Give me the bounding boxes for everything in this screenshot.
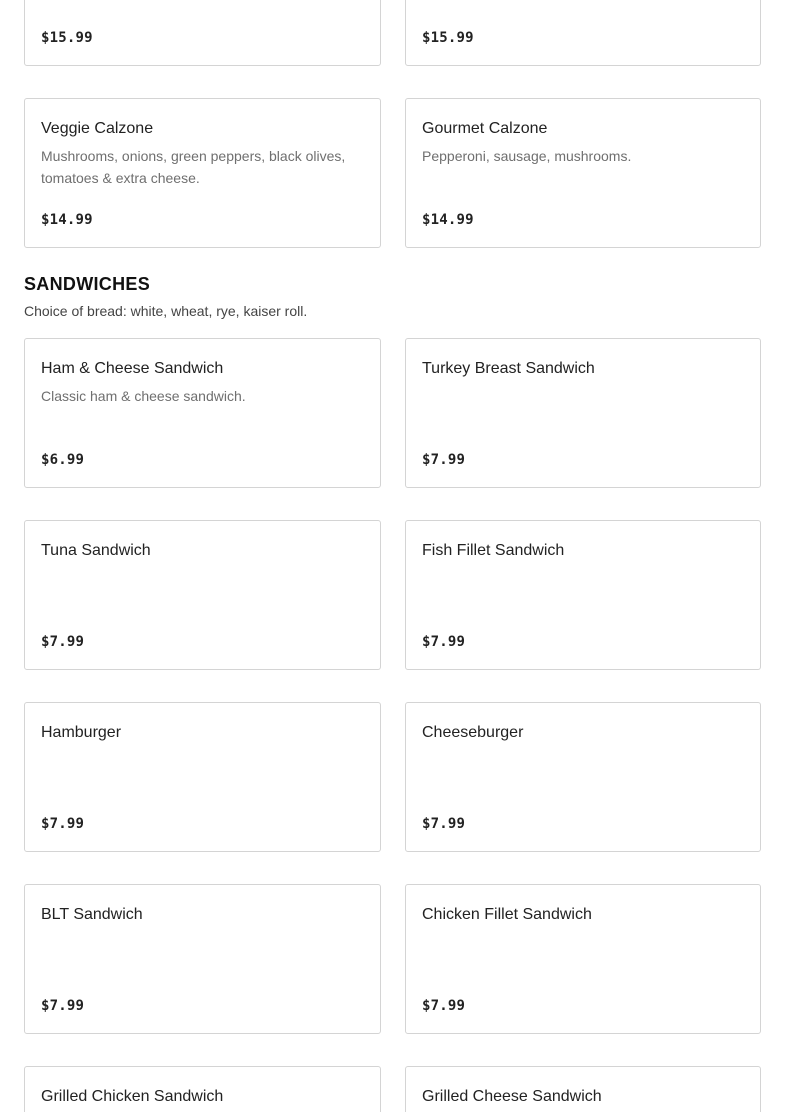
menu-item-title: Chicken Fillet Sandwich (422, 906, 592, 923)
menu-item-description: Mushrooms, onions, green peppers, black olives, tomatoes & extra cheese. (41, 148, 346, 186)
menu-item-card[interactable] (24, 338, 381, 488)
section-subtitle: Choice of bread: white, wheat, rye, kaiser roll. (24, 303, 308, 319)
sandwiches-grid (24, 338, 761, 1112)
menu-item-title: Fish Fillet Sandwich (422, 542, 565, 559)
menu-item-price: $7.99 (422, 452, 466, 468)
menu-item-card[interactable] (405, 884, 761, 1034)
menu-item-price: $7.99 (41, 816, 85, 832)
menu-item-title: Tuna Sandwich (41, 542, 151, 559)
menu-item-title: Turkey Breast Sandwich (422, 360, 595, 377)
menu-item-card[interactable] (24, 884, 381, 1034)
section-header-sandwiches (24, 273, 307, 321)
menu-item-card[interactable] (405, 338, 761, 488)
menu-item-title: BLT Sandwich (41, 906, 143, 923)
menu-item-card[interactable] (405, 702, 761, 852)
menu-item-card[interactable] (24, 0, 381, 66)
menu-item-card[interactable] (405, 520, 761, 670)
menu-item-card[interactable] (24, 702, 381, 852)
menu-item-description: Pepperoni, sausage, mushrooms. (422, 148, 632, 164)
menu-item-price: $15.99 (422, 30, 474, 46)
menu-item-price: $7.99 (422, 998, 466, 1014)
calzone-grid (24, 0, 761, 248)
menu-item-card[interactable] (24, 1066, 381, 1112)
menu-item-price: $7.99 (422, 816, 466, 832)
menu-item-title: Gourmet Calzone (422, 120, 548, 137)
menu-item-card[interactable] (24, 520, 381, 670)
menu-item-card[interactable] (405, 98, 761, 248)
menu-item-title: Ham & Cheese Sandwich (41, 360, 224, 377)
menu-item-price: $14.99 (41, 212, 93, 228)
section-title: SANDWICHES (24, 274, 151, 294)
menu-item-card[interactable] (405, 0, 761, 66)
menu-item-price: $7.99 (422, 634, 466, 650)
menu-item-price: $7.99 (41, 634, 85, 650)
menu-item-title: Grilled Chicken Sandwich (41, 1088, 224, 1105)
menu-item-price: $15.99 (41, 30, 93, 46)
menu-item-price: $6.99 (41, 452, 85, 468)
menu-item-title: Hamburger (41, 724, 122, 741)
menu-item-card[interactable] (405, 1066, 761, 1112)
menu-item-price: $7.99 (41, 998, 85, 1014)
menu-item-title: Cheeseburger (422, 724, 524, 741)
menu-item-description: Classic ham & cheese sandwich. (41, 388, 246, 404)
menu-item-price: $14.99 (422, 212, 474, 228)
menu-item-title: Grilled Cheese Sandwich (422, 1088, 602, 1105)
menu-item-card[interactable] (24, 98, 381, 248)
menu-item-title: Veggie Calzone (41, 120, 154, 137)
